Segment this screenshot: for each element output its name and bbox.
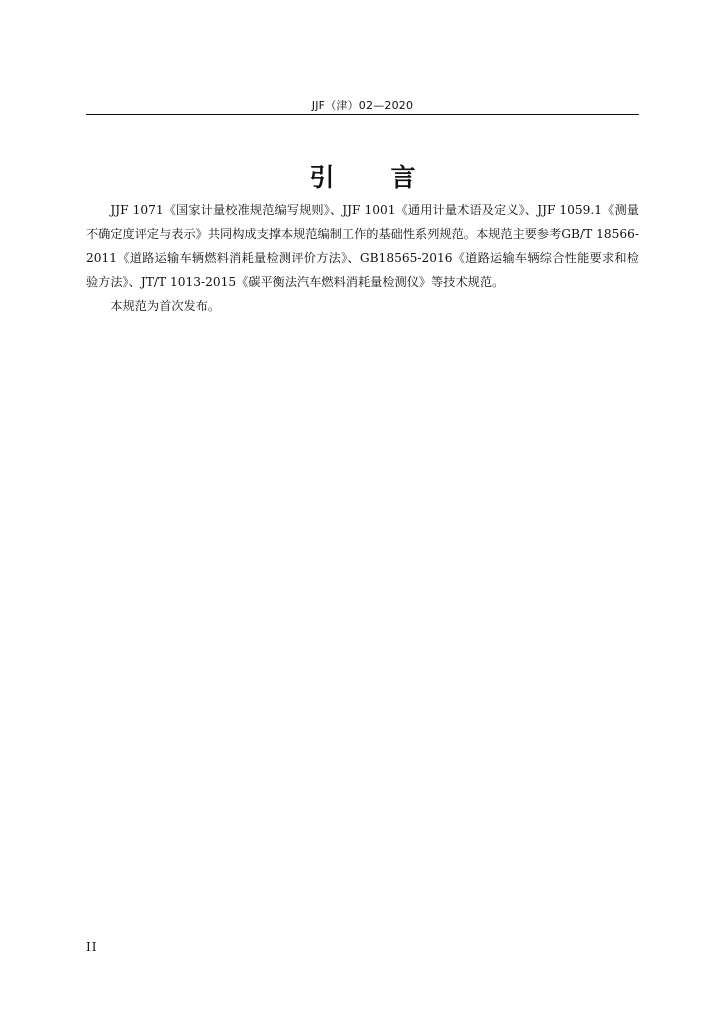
- body-text: [86, 198, 639, 318]
- running-header: JJF（津）02—2020: [311, 99, 414, 112]
- section-title: 引言: [309, 163, 472, 192]
- page-number: II: [86, 940, 98, 954]
- paragraph-references: JJF 1071《国家计量校准规范编写规则》、JJF 1001《通用计量术语及定义》、JJF 1059.1《测量不确定度评定与表示》共同构成支撑本规范编制工作的基础性系列规范。本规范主要参考GB/T 18566-2011《道路运输车辆燃料消耗量检测评价方法》、GB18565-2016《道路运输车辆综合性能要求和检验方法》、JT/T 1013-2015《碳平衡法汽车燃料消耗量检测仪》等技术规范。: [86, 203, 640, 289]
- header-rule: [86, 114, 639, 115]
- paragraph-first-release: 本规范为首次发布。: [110, 299, 221, 313]
